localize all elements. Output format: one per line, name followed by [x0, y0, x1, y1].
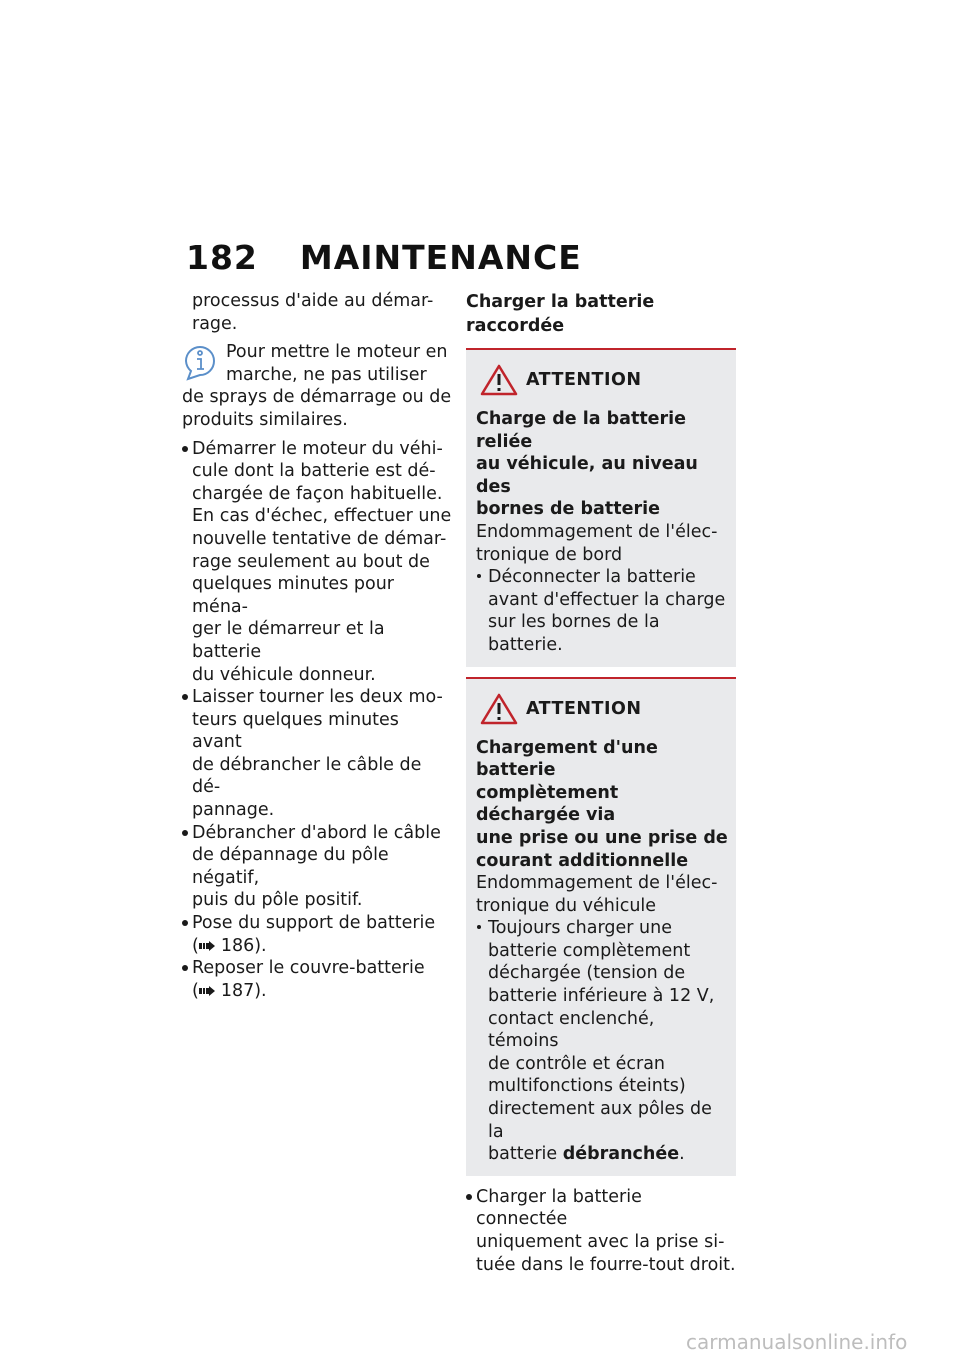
arrow-right-icon: [199, 985, 217, 997]
info-note: [182, 341, 452, 431]
text-line: tuée dans le fourre-tout droit.: [476, 1254, 736, 1275]
warning-title: une prise ou une prise de: [476, 827, 728, 848]
list-item: [182, 912, 452, 957]
reference-page: 186).: [220, 935, 267, 956]
warning-text: tronique du véhicule: [476, 895, 657, 916]
warning-text: Endommagement de l'élec-: [476, 521, 718, 542]
text-line: rage seulement au bout de: [192, 551, 430, 572]
text-fragment: batterie: [488, 1144, 563, 1165]
text-line: marche, ne pas utiliser: [226, 364, 427, 385]
text-line: quelques minutes pour ména-: [192, 574, 394, 617]
text-line: de sprays de démarrage ou de: [182, 387, 452, 408]
text-line: Charger la batterie connectée: [476, 1186, 642, 1230]
text-line: teurs quelques minutes avant: [192, 709, 399, 753]
text-line: En cas d'échec, effectuer une: [192, 506, 452, 527]
text-line: de dépannage du pôle négatif,: [192, 845, 389, 888]
text-line: produits similaires.: [182, 409, 348, 430]
list-item: [182, 438, 452, 687]
chapter-title: MAINTENANCE: [299, 238, 582, 277]
instruction-list: [182, 438, 452, 1003]
text-line: ger le démarreur et la batterie: [192, 619, 385, 662]
text-line: avant d'effectuer la charge: [488, 589, 726, 610]
text-line: de contrôle et écran: [488, 1053, 666, 1074]
text-line: Toujours charger une: [488, 918, 672, 939]
warning-title: Chargement d'une batterie: [476, 737, 658, 781]
warning-bullet: [476, 566, 728, 656]
list-item: [182, 957, 452, 1002]
warning-title: bornes de batterie: [476, 499, 660, 520]
text-line: Démarrer le moteur du véhi-: [192, 438, 443, 459]
info-icon: [182, 341, 218, 381]
text-line: Déconnecter la batterie: [488, 567, 696, 588]
warning-text: tronique de bord: [476, 544, 623, 565]
text-line: directement aux pôles de la: [488, 1099, 712, 1142]
warning-title: courant additionnelle: [476, 850, 689, 871]
emphasis-text: débranchée: [562, 1144, 680, 1165]
reference-page: 187).: [220, 980, 267, 1001]
warning-label: ATTENTION: [526, 370, 642, 390]
text-line: puis du pôle positif.: [192, 890, 363, 911]
warning-header: [476, 362, 728, 398]
list-item: [182, 686, 452, 822]
intro-text: [182, 290, 452, 335]
text-line: déchargée (tension de: [488, 963, 686, 984]
left-column: [182, 290, 452, 1002]
warning-label: ATTENTION: [526, 698, 642, 719]
warning-title: complètement déchargée via: [476, 782, 619, 826]
warning-title: Charge de la batterie reliée: [476, 409, 687, 452]
text-fragment: .: [679, 1144, 685, 1165]
text-line: multifonctions éteints): [488, 1076, 686, 1097]
text-line: Débrancher d'abord le câble: [192, 822, 441, 843]
text-line: rage.: [192, 313, 238, 334]
page-reference-link[interactable]: ( 186).: [192, 935, 267, 956]
text-line: sur les bornes de la batterie.: [488, 612, 660, 655]
warning-bullet: [476, 917, 728, 1166]
text-line: chargée de façon habituelle.: [192, 483, 443, 504]
text-line: nouvelle tentative de démar-: [192, 528, 447, 549]
warning-text: Endommagement de l'élec-: [476, 873, 718, 894]
list-item: [182, 822, 452, 912]
arrow-right-icon: [199, 940, 217, 952]
warning-triangle-icon: [480, 364, 518, 396]
text-line: du véhicule donneur.: [192, 664, 376, 685]
page-reference-link[interactable]: ( 187).: [192, 980, 267, 1001]
page-header: [186, 238, 582, 277]
text-line: cule dont la batterie est dé-: [192, 461, 436, 482]
text-line: Reposer le couvre-batterie: [192, 958, 425, 979]
text-line: Pose du support de batterie: [192, 913, 436, 934]
text-line: contact enclenché, témoins: [488, 1008, 655, 1052]
right-column: [466, 290, 736, 1276]
warning-header: [476, 691, 728, 727]
watermark: carmanualsonline.info: [686, 1330, 908, 1354]
warning-box: [466, 677, 736, 1176]
text-line: uniquement avec la prise si-: [476, 1232, 725, 1252]
text-line: [488, 1143, 728, 1166]
text-line: processus d'aide au démar-: [192, 291, 434, 311]
text-line: Pour mettre le moteur en: [226, 342, 448, 363]
text-line: de débrancher le câble de dé-: [192, 754, 422, 798]
warning-title: au véhicule, au niveau des: [476, 454, 698, 497]
text-line: batterie inférieure à 12 V,: [488, 986, 715, 1007]
list-item: [466, 1186, 736, 1276]
text-line: pannage.: [192, 800, 275, 821]
warning-triangle-icon: [480, 693, 518, 725]
page-number: 182: [186, 238, 258, 277]
text-line: batterie complètement: [488, 940, 691, 961]
text-line: Laisser tourner les deux mo-: [192, 687, 443, 708]
warning-box: [466, 348, 736, 667]
section-title: Charger la batterie raccordée: [466, 292, 655, 336]
